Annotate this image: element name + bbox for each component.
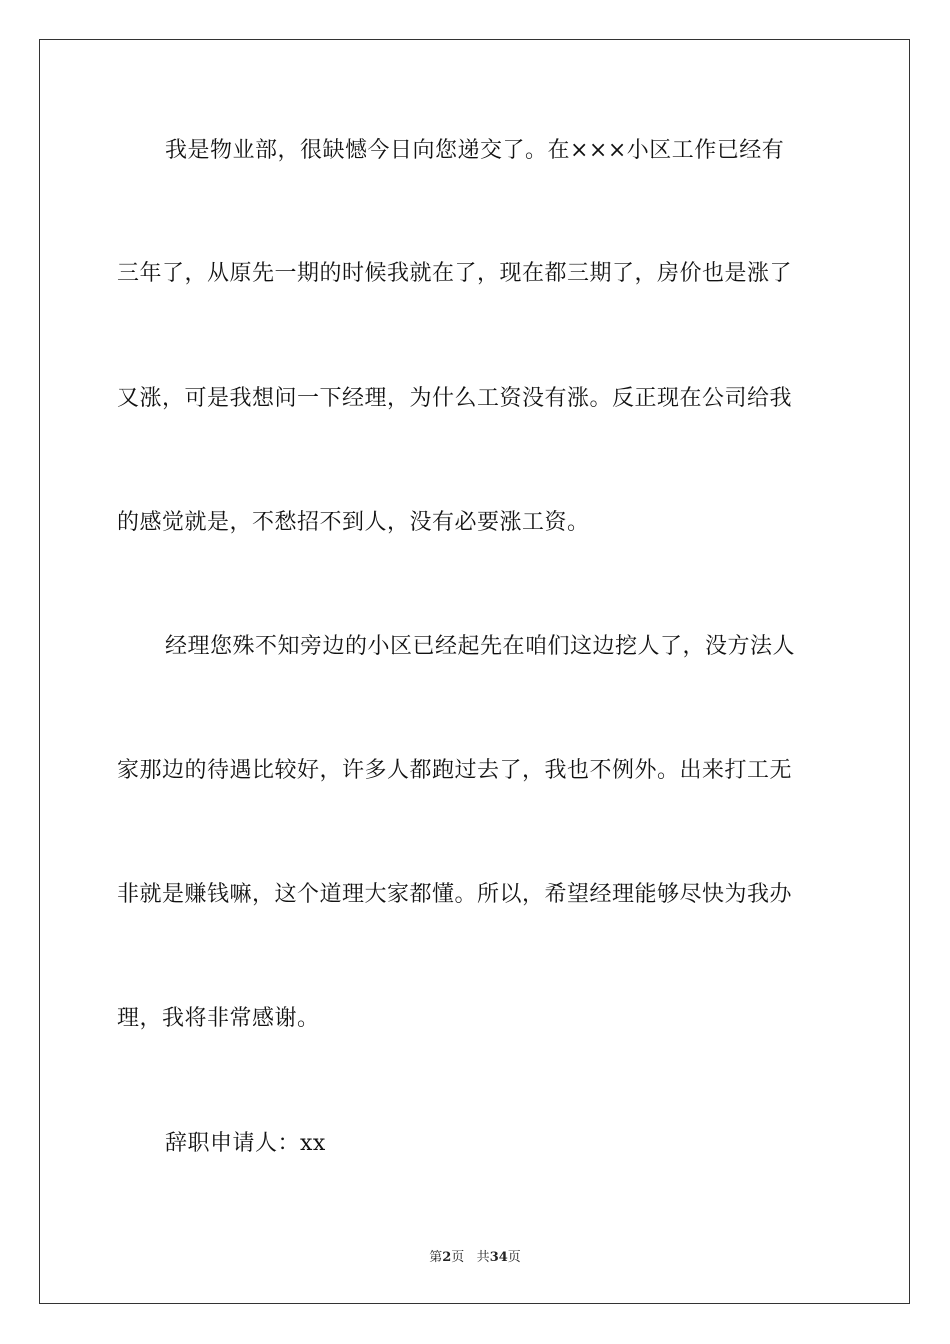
paragraph-2-line-4: 理，我将非常感谢。 (117, 1006, 320, 1031)
total-prefix: 共 (476, 1250, 490, 1265)
signature-line: 辞职申请人：xx (165, 1131, 326, 1156)
page-prefix: 第 (429, 1250, 443, 1265)
paragraph-1-line-2: 三年了，从原先一期的时候我就在了，现在都三期了，房价也是涨了 (117, 261, 793, 286)
page-current: 2 (442, 1250, 452, 1265)
total-suffix: 页 (507, 1250, 521, 1265)
paragraph-2-line-1: 经理您殊不知旁边的小区已经起先在咱们这边挖人了，没方法人 (165, 634, 796, 659)
page-footer (0, 1246, 950, 1265)
paragraph-1-line-1: 我是物业部，很缺憾今日向您递交了。在×××小区工作已经有 (165, 138, 785, 163)
paragraph-2-line-2: 家那边的待遇比较好，许多人都跑过去了，我也不例外。出来打工无 (117, 758, 793, 783)
page-suffix: 页 (451, 1250, 465, 1265)
paragraph-1-line-4: 的感觉就是，不愁招不到人，没有必要涨工资。 (117, 510, 590, 535)
paragraph-2-line-3: 非就是赚钱嘛，这个道理大家都懂。所以，希望经理能够尽快为我办 (117, 882, 793, 907)
page-border (39, 39, 910, 1304)
paragraph-1-line-3: 又涨，可是我想问一下经理，为什么工资没有涨。反正现在公司给我 (117, 386, 793, 411)
page-total: 34 (489, 1250, 508, 1265)
